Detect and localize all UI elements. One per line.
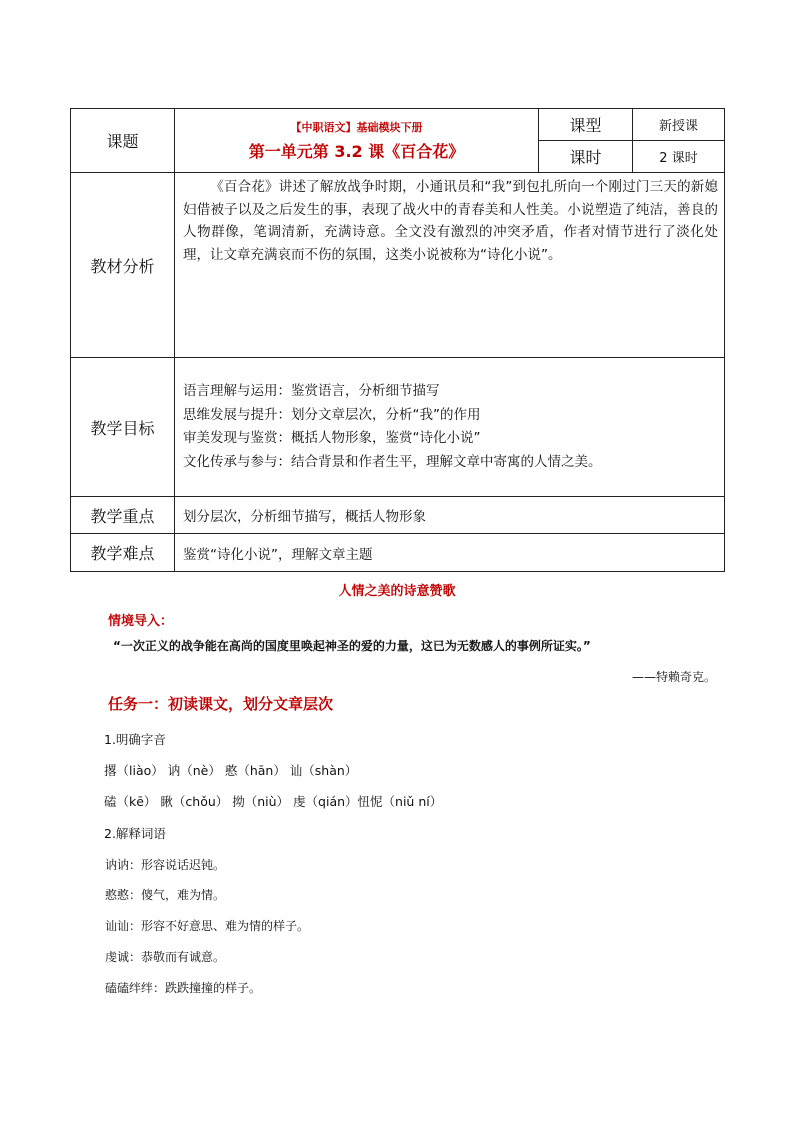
pronunciation-line: 撂（liào） 讷（nè） 憨（hān） 讪（shàn）	[104, 763, 358, 778]
intro-heading: 情境导入：	[108, 614, 174, 629]
lesson-title: 第一单元第 3.2 课《百合花》	[248, 141, 465, 161]
task1-heading: 任务一：初读课文，划分文章层次	[108, 695, 334, 713]
pronunciation-heading: 1.明确字音	[104, 732, 166, 747]
lesson-plan-table	[70, 108, 725, 572]
key-points-label: 教学重点	[71, 497, 175, 534]
goal-item: 文化传承与参与：结合背景和作者生平，理解文章中寄寓的人情之美。	[183, 453, 602, 470]
difficulty-label: 教学难点	[71, 534, 175, 572]
goals-list	[175, 358, 725, 497]
section-title: 人情之美的诗意赞歌	[338, 584, 456, 599]
title-cell	[175, 109, 539, 173]
goals-label: 教学目标	[71, 358, 175, 497]
vocabulary-item: 讷讷：形容说话迟钝。	[105, 858, 226, 872]
hours-value: 2 课时	[633, 141, 725, 173]
analysis-text: 《百合花》讲述了解放战争时期，小通讯员和“我”到包扎所向一个刚过门三天的新媳妇借被子以及之后发生的事，表现了战火中的青春美和人性美。小说塑造了纯洁，善良的人物群像，笔调清新，充满诗意。全文没有激烈的冲突矛盾，作者对情节进行了淡化处理，让文章充满哀而不伤的氛围，这类小说被称为“诗化小说”。	[175, 173, 725, 358]
goal-item: 审美发现与鉴赏：概括人物形象，鉴赏“诗化小说”	[183, 430, 481, 446]
pronunciation-line: 磕（kē） 瞅（chǒu） 拗（niù） 虔（qián）忸怩（niǔ ní）	[104, 794, 443, 809]
vocabulary-item: 虔诚：恭敬而有诚意。	[105, 950, 226, 964]
goal-item: 语言理解与运用：鉴赏语言，分析细节描写	[183, 383, 440, 399]
vocabulary-item: 讪讪：形容不好意思、难为情的样子。	[105, 919, 310, 933]
vocabulary-heading: 2.解释词语	[104, 826, 166, 841]
vocabulary-item: 磕磕绊绊：跌跌撞撞的样子。	[105, 981, 262, 995]
lesson-type-label: 课型	[539, 109, 633, 141]
key-points-text: 划分层次，分析细节描写，概括人物形象	[175, 497, 725, 534]
analysis-label: 教材分析	[71, 173, 175, 358]
intro-quote: “一次正义的战争能在高尚的国度里唤起神圣的爱的力量，这已为无数感人的事例所证实。”	[113, 639, 591, 653]
difficulty-text: 鉴赏“诗化小说”，理解文章主题	[175, 534, 725, 572]
lesson-type-value: 新授课	[633, 109, 725, 141]
goal-item: 思维发展与提升：划分文章层次，分析“我”的作用	[183, 406, 481, 423]
vocabulary-item: 憨憨：傻气，难为情。	[105, 888, 226, 902]
quote-author: ——特赖奇克。	[631, 670, 716, 684]
topic-label: 课题	[71, 109, 175, 173]
series-title: 【中职语文】基础模块下册	[290, 120, 423, 134]
hours-label: 课时	[539, 141, 633, 173]
